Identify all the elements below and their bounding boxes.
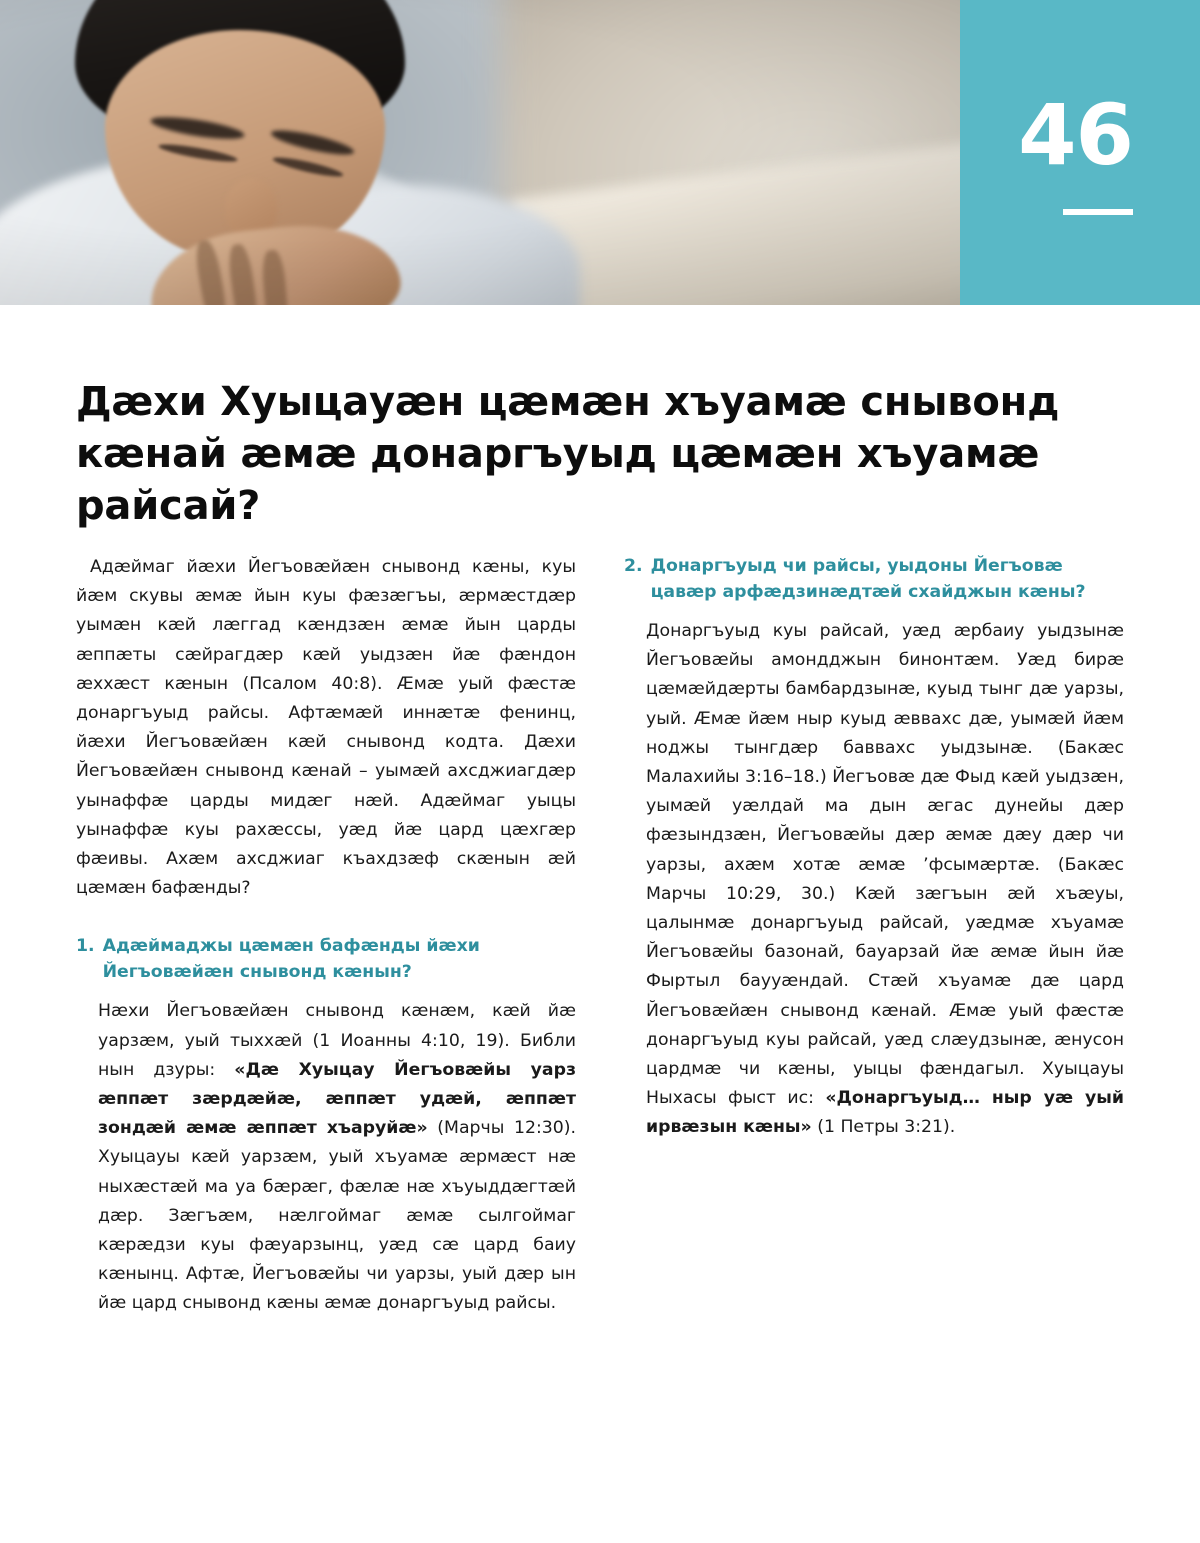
question-2-text: Донаргъуыд чи райсы, уыдоны Йегъовӕ цавӕр арфӕдзинӕдтӕй схайджын кӕны? [650, 556, 1086, 602]
answer-2-text-part-1: Донаргъуыд куы райсай, уӕд ӕрбаиу уыдзынӕ Йегъовӕйы амондджын бинонтӕм. Уӕд бирӕ цӕмӕйдӕрты бамбардзынӕ, куыд тынг дӕ уарзы, уый. Ӕмӕ йӕм ныр куыд ӕввахс дӕ, уымӕй йӕм ноджы тынгдӕр баввахс уыдзынӕ. (Бакӕс Малахийы 3:16–18.) Йегъовӕ дӕ Фыд кӕй уыдзӕн, уымӕй уӕлдай ма дын ӕгас дунейы дӕр фӕзындзӕн, Йегъовӕйы дӕр ӕмӕ дӕу дӕр чи уарзы, ахӕм хотӕ ӕмӕ ’фсымӕртӕ. (Бакӕс Марчы 10:29, 30.) Кӕй зӕгъын ӕй хъӕуы, цалынмӕ донаргъуыд райсай, уӕдмӕ хъуамӕ Йегъовӕйы базонай, бауарзай йӕ ӕмӕ йын йӕ Фыртыл баууӕндай. Стӕй хъуамӕ дӕ цард Йегъовӕйӕн снывонд кӕнай. Ӕмӕ уый фӕстӕ донаргъуыд куы райсай, уӕд слӕудзынӕ, ӕнусон цардмӕ чи кӕны, уыцы фӕндагыл. Хуыцауы Ныхасы фыст ис: [646, 621, 1124, 1109]
question-1-answer [98, 997, 576, 1318]
answer-2-text-part-2: (1 Петры 3:21). [811, 1117, 956, 1138]
question-1 [76, 933, 576, 985]
praying-man-with-bible-photo [0, 0, 960, 305]
question-1-answer-paragraph [98, 997, 576, 1318]
question-2 [624, 553, 1124, 605]
hero-banner [0, 0, 1200, 305]
article-columns [76, 553, 1124, 1319]
answer-1-text-part-1: Нӕхи Йегъовӕйӕн снывонд кӕнӕм, кӕй йӕ уарзӕм, уый тыххӕй (1 Иоанны 4:10, 19). Библи нын дзуры: [98, 1001, 576, 1080]
answer-1-scripture-quote: «Дӕ Хуыцау Йегъовӕйы уарз ӕппӕт зӕрдӕйӕ, ӕппӕт удӕй, ӕппӕт зондӕй ӕмӕ ӕппӕт хъаруйӕ» [98, 1059, 576, 1139]
right-column [624, 553, 1124, 1319]
question-2-answer-paragraph [646, 617, 1124, 1143]
question-1-number: 1. [76, 936, 95, 957]
page-title: Дӕхи Хуыцауӕн цӕмӕн хъуамӕ снывонд кӕнай ӕмӕ донаргъуыд цӕмӕн хъуамӕ райсай? [76, 378, 1060, 529]
chapter-number-block [960, 0, 1200, 305]
chapter-number-underline [1063, 209, 1133, 215]
chapter-number: 46 [1018, 86, 1133, 184]
question-2-number: 2. [624, 556, 643, 576]
intro-paragraph: Адӕймаг йӕхи Йегъовӕйӕн снывонд кӕны, куы йӕм скувы ӕмӕ йын куы фӕзӕгъы, ӕрмӕстдӕр уымӕн кӕй лӕггад кӕндзӕн ӕмӕ йын царды ӕппӕты сӕйрагдӕр кӕй уыдзӕн йӕ фӕндон ӕххӕст кӕнын (Псалом 40:8). Ӕмӕ уый фӕстӕ донаргъуыд райсы. Афтӕмӕй иннӕтӕ фенинц, йӕхи Йегъовӕйӕн кӕй снывонд кодта. Дӕхи Йегъовӕйӕн снывонд кӕнай – уымӕй ахсджиагдӕр уынаффӕ царды мидӕг нӕй. Адӕймаг уыцы уынаффӕ куы рахӕссы, уӕд йӕ цард цӕхгӕр фӕивы. Ахӕм ахсджиаг къахдзӕф скӕнын ӕй цӕмӕн бафӕнды? [76, 557, 576, 899]
question-1-text: Адӕймаджы цӕмӕн бафӕнды йӕхи Йегъовӕйӕн снывонд кӕнын? [102, 936, 480, 983]
question-2-answer [646, 617, 1124, 1143]
answer-2-scripture-quote: «Донаргъуыд… ныр уӕ уый ирвӕзын кӕны» [646, 1088, 1124, 1138]
left-column [76, 553, 576, 1319]
answer-1-text-part-2: (Марчы 12:30). Хуыцауы кӕй уарзӕм, уый хъуамӕ ӕрмӕст нӕ ныхӕстӕй ма уа бӕрӕг, фӕлӕ нӕ хъуыддӕгтӕй дӕр. Зӕгъӕм, нӕлгоймаг ӕмӕ сылгоймаг кӕрӕдзи куы фӕуарзынц, уӕд сӕ цард баиу кӕнынц. Афтӕ, Йегъовӕйы чи уарзы, уый дӕр ын йӕ цард снывонд кӕны ӕмӕ донаргъуыд райсы. [98, 1118, 577, 1314]
